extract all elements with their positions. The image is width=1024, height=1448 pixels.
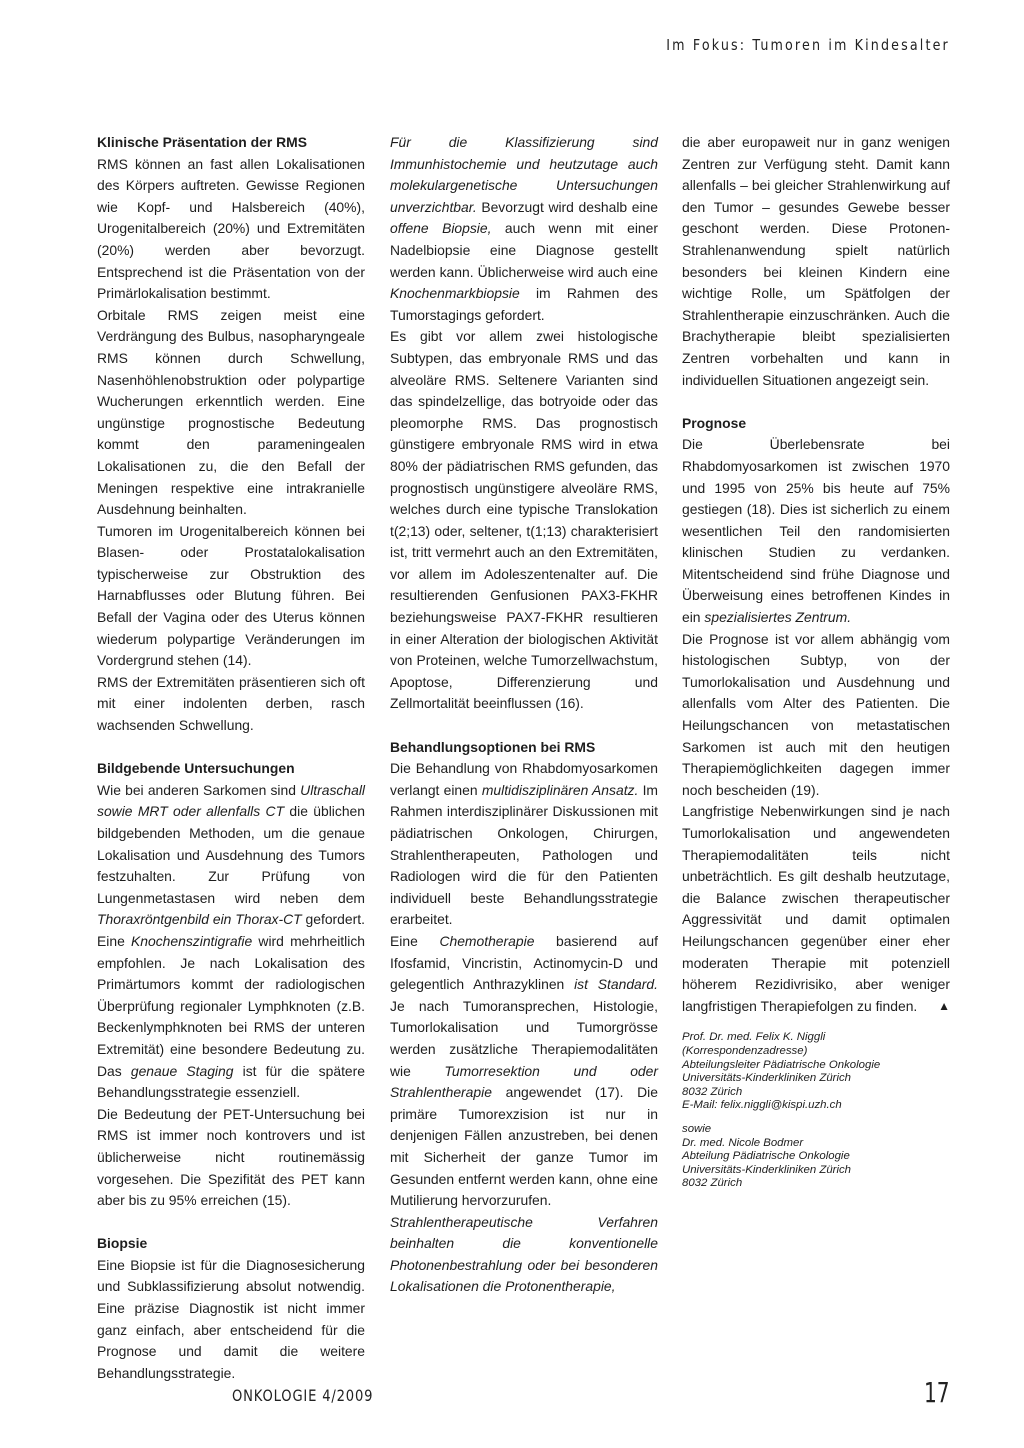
heading-biopsie: Biopsie (97, 1235, 148, 1252)
paragraph: Langfristige Nebenwirkungen sind je nach Tumorlokalisation und angewendeten Therapiemodalitäten teils nicht unbeträchtlich. Es gilt deshalb heutzutage, die Balance zwischen therapeutischer Aggressivität und damit optimalen Heilungschancen gegenüber einer eher moderaten Therapie mit potenziell höherem Rezidivrisiko, aber weniger langfristigen Therapiefolgen zu finden. ▲ (682, 801, 950, 1017)
author-2-name: Dr. med. Nicole Bodmer (682, 1136, 804, 1149)
author-1-name: Prof. Dr. med. Felix K. Niggli (682, 1031, 826, 1044)
running-header: Im Fokus: Tumoren im Kindesalter (666, 36, 950, 54)
paragraph: Eine Chemotherapie basierend auf Ifosfamid, Vincristin, Actinomycin-D und gelegentlich Anthrazyklinen ist Standard. Je nach Tumoransprechen, Histologie, Tumorlokalisation und Tumorgrösse werden zusätzliche Therapiemodalitäten wie Tumorresektion und oder Strahlentherapie angewendet (17). Die primäre Tumorexzision ist nur in denjenigen Fällen anzustreben, bei denen mit Sicherheit der ganze Tumor im Gesunden entfernt werden kann, ohne eine Mutilierung hervorzurufen. (390, 932, 658, 1209)
page-number: 17 (924, 1376, 950, 1409)
paragraph: Strahlentherapeutische Verfahren beinhalten die konventionelle Photonenbestrahlung oder bei besonderen Lokalisationen die Protonentherapie, (390, 1213, 658, 1295)
heading-klinische-praesentation: Klinische Präsentation der RMS (97, 134, 307, 150)
paragraph: die aber europaweit nur in ganz wenigen Zentren zur Verfügung steht. Damit kann allenfalls – bei gleicher Strahlenwirkung auf den Tumor – gesundes Gewebe besser geschont werden. Diese Protonen-Strahlenanwendung spielt natürlich besonders bei kleinen Kindern eine wichtige Rolle, um Spätfolgen der Strahlentherapie einzuschränken. Auch die Brachytherapie bleibt spezialisierten Zentren vorbehalten und kann in individuellen Situationen angezeigt sein. (682, 134, 950, 388)
paragraph: Die Behandlung von Rhabdomyosarkomen verlangt einen multidisziplinären Ansatz. Im Rahmen interdisziplinärer Diskussionen mit pädiatrischen Onkologen, Chirurgen, Strahlentherapeuten, Pathologen und Radiologen wird die für den Patienten individuell beste Behandlungsstrategie erarbeitet. (390, 760, 659, 928)
column-1 (97, 132, 365, 1384)
heading-prognose: Prognose (682, 414, 747, 431)
heading-bildgebende-untersuchungen: Bildgebende Untersuchungen (97, 760, 295, 777)
paragraph: Tumoren im Urogenitalbereich können bei Blasen- oder Prostatalokalisation typischerweise zur Obstruktion des Harnabflusses oder Blutung führen. Bei Befall der Vagina oder des Uterus können wiederum polypartige Veränderungen im Vordergrund stehen (14). (97, 522, 365, 669)
paragraph-biopsie-start: Eine Biopsie ist für die Diagnosesicherung und Subklassifizierung absolut notwendig. Eine präzise Diagnostik ist nicht immer ganz einfach, aber entscheidend für die Prognose und damit die weitere Behandlungsstrategie. (97, 1256, 365, 1381)
end-of-article-triangle-icon: ▲ (938, 998, 950, 1013)
paragraph: Die Prognose ist vor allem abhängig vom histologischen Subtyp, von der Tumorlokalisation und Ausdehnung und allenfalls vom Alter des Patienten. Die Heilungschancen von metastatischen Sarkomen ist auch mit den heutigen Therapiemöglichkeiten dagegen immer noch bescheiden (19). (682, 630, 950, 798)
paragraph: Orbitale RMS zeigen meist eine Verdrängung des Bulbus, nasopharyngeale RMS können durch Schwellung, Nasenhöhlenobstruktion oder polypartige Wucherungen erkenntlich werden. Eine ungünstige prognostische Bedeutung kommt den parameningealen Lokalisationen zu, die den Befall der Meningen respektive eine intrakranielle Ausdehnung beinhalten. (97, 306, 365, 518)
paragraph: Wie bei anderen Sarkomen sind Ultraschall sowie MRT oder allenfalls CT die üblichen bildgebenden Methoden, um die genaue Lokalisation und Ausdehnung des Tumors festzuhalten. Zur Prüfung von Lungenmetastasen wird neben dem Thoraxröntgenbild ein Thorax-CT gefordert. Eine Knochenszintigrafie wird mehrheitlich empfohlen. Je nach Lokalisation des Primärtumors kommt der radiologischen Überprüfung regionaler Lymphknoten (z.B. Beckenlymphknoten bei RMS der unteren Extremität) eine besondere Bedeutung zu. Das genaue Staging ist für die spätere Behandlungsstrategie essenziell. (97, 781, 366, 1101)
paragraph: RMS können an fast allen Lokalisationen des Körpers auftreten. Gewisse Regionen wie Kopf- und Halsbereich (40%), Urogenitalbereich (20%) und Extremitäten (20%) werden aber bevorzugt. Entsprechend ist die Präsentation von der Primärlokalisation bestimmt. (97, 155, 365, 302)
column-2 (390, 132, 658, 1298)
heading-behandlungsoptionen: Behandlungsoptionen bei RMS (390, 738, 596, 755)
paragraph: Die Überlebensrate bei Rhabdomyosarkomen ist zwischen 1970 und 1995 von 25% bis heute auf 75% gestiegen (18). Dies ist sicherlich zu einem wesentlichen Teil den randomisierten klinischen Studien zu verdanken. Mitentscheidend sind frühe Diagnose und Überweisung eines betroffenen Kindes in ein spezialisiertes Zentrum. (682, 436, 950, 626)
paragraph: Es gibt vor allem zwei histologische Subtypen, das embryonale RMS und das alveoläre RMS. Seltenere Varianten sind das spindelzellige, das botryoide oder das pleomorphe RMS. Das prognostisch günstigere embryonale RMS wird in etwa 80% der pädiatrischen RMS gefunden, das prognostisch ungünstigere alveoläre RMS, welches durch eine typische Translokation t(2;13) oder, seltener, t(1;13) charakterisiert ist, tritt vermehrt auch an den Extremitäten, vor allem im Adoleszentenalter auf. Die resultierenden Genfusionen PAX3-FKHR beziehungsweise PAX7-FKHR resultieren in einer Alteration der biologischen Aktivität von Proteinen, welche Tumorzellwachstum, Apoptose, Differenzierung und Zellmortalität beeinflussen (16). (390, 328, 658, 712)
paragraph: Für die Klassifizierung sind Immunhistochemie und heutzutage auch molekulargenetische Untersuchungen unverzichtbar. Bevorzugt wird deshalb eine offene Biopsie, auch wenn mit einer Nadelbiopsie eine Diagnose gestellt werden kann. Üblicherweise wird auch eine Knochenmarkbiopsie im Rahmen des Tumorstagings gefordert. (390, 134, 658, 323)
author-1-email: E-Mail: felix.niggli@kispi.uzh.ch (682, 1099, 842, 1112)
journal-issue: ONKOLOGIE 4/2009 (232, 1386, 374, 1405)
paragraph: RMS der Extremitäten präsentieren sich oft mit einer indolenten derben, rasch wachsenden Schwellung. (97, 673, 365, 734)
column-3 (682, 132, 950, 1191)
author-affiliations: Prof. Dr. med. Felix K. Niggli (Korrespondenzadresse) Abteilungsleiter Pädiatrische Onkologie Universitäts-Kinderkliniken Zürich 8032 Zürich E-Mail: felix.niggli@kispi.uzh.ch sowie Dr. med. Nicole Bodmer Abteilung Pädiatrische Onkologie Universitäts-Kinderkliniken Zürich 8032 Zürich (682, 1031, 950, 1191)
paragraph: Die Bedeutung der PET-Untersuchung bei RMS ist immer noch kontrovers und ist üblicherweise nicht routinemässig vorgesehen. Die Spezifität des PET kann aber bis zu 95% erreichen (15). (97, 1105, 365, 1209)
